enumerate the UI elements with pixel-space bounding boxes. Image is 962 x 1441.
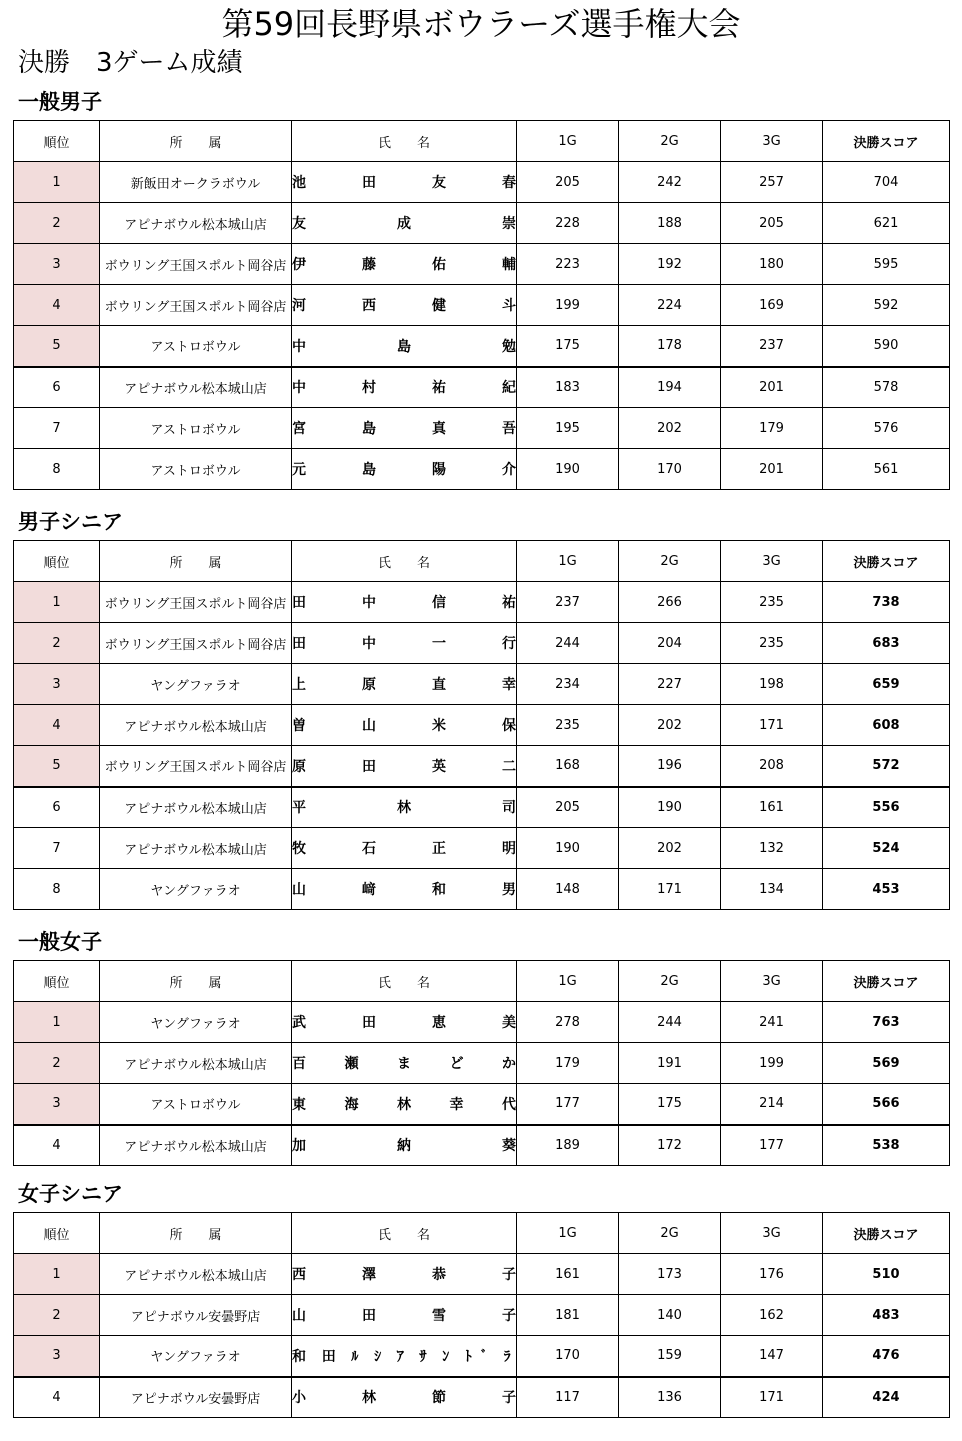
affiliation-cell: ヤングファラオ — [100, 869, 292, 910]
player-name: 山 﨑 和 男 — [292, 882, 516, 898]
game-3-cell: 132 — [721, 828, 823, 869]
affiliation-cell: アストロボウル — [100, 326, 292, 367]
rank-cell: 5 — [14, 746, 100, 787]
player-name: 宮 島 真 吾 — [292, 421, 516, 437]
game-3-cell: 214 — [721, 1084, 823, 1125]
game-1-cell: 168 — [517, 746, 619, 787]
affiliation-cell: ヤングファラオ — [100, 1002, 292, 1043]
game-3-cell: 235 — [721, 582, 823, 623]
final-score-cell: 569 — [823, 1043, 950, 1084]
table-row — [14, 1377, 950, 1418]
affiliation-cell: アピナボウル松本城山店 — [100, 1043, 292, 1084]
section-title: 一般女子 — [18, 930, 102, 954]
header-rank: 順位 — [14, 1213, 100, 1254]
game-2-cell: 136 — [619, 1377, 721, 1418]
table-row — [14, 1295, 950, 1336]
final-score-cell: 595 — [823, 244, 950, 285]
affiliation-cell: アストロボウル — [100, 408, 292, 449]
game-1-cell: 237 — [517, 582, 619, 623]
affiliation-cell: アピナボウル松本城山店 — [100, 203, 292, 244]
header-game-2: 2G — [619, 541, 721, 582]
section-title: 女子シニア — [18, 1182, 123, 1206]
game-3-cell: 237 — [721, 326, 823, 367]
table-row — [14, 408, 950, 449]
name-cell — [292, 326, 517, 367]
game-3-cell: 161 — [721, 787, 823, 828]
affiliation-cell: アピナボウル安曇野店 — [100, 1295, 292, 1336]
rank-cell: 6 — [14, 367, 100, 408]
final-score-cell: 659 — [823, 664, 950, 705]
rank-cell: 2 — [14, 1295, 100, 1336]
header-final-score: 決勝スコア — [823, 1213, 950, 1254]
name-cell — [292, 1125, 517, 1166]
table-row — [14, 869, 950, 910]
header-game-3: 3G — [721, 961, 823, 1002]
header-game-3: 3G — [721, 541, 823, 582]
game-1-cell: 223 — [517, 244, 619, 285]
final-score-cell: 510 — [823, 1254, 950, 1295]
player-name: 曽 山 米 保 — [292, 718, 516, 734]
final-score-cell: 524 — [823, 828, 950, 869]
game-3-cell: 235 — [721, 623, 823, 664]
rank-cell: 1 — [14, 162, 100, 203]
game-2-cell: 204 — [619, 623, 721, 664]
game-2-cell: 202 — [619, 828, 721, 869]
game-1-cell: 175 — [517, 326, 619, 367]
affiliation-cell: アピナボウル松本城山店 — [100, 1125, 292, 1166]
header-game-3: 3G — [721, 1213, 823, 1254]
player-name: 田 中 信 祐 — [292, 595, 516, 611]
final-score-cell: 608 — [823, 705, 950, 746]
game-2-cell: 140 — [619, 1295, 721, 1336]
game-2-cell: 192 — [619, 244, 721, 285]
name-cell — [292, 449, 517, 490]
player-name: 武 田 恵 美 — [292, 1015, 516, 1031]
table-row — [14, 162, 950, 203]
player-name: 東 海 林 幸 代 — [292, 1096, 516, 1113]
game-2-cell: 170 — [619, 449, 721, 490]
rank-cell: 4 — [14, 705, 100, 746]
table-row — [14, 1084, 950, 1125]
header-affiliation: 所 属 — [100, 121, 292, 162]
final-score-cell: 424 — [823, 1377, 950, 1418]
player-name: 伊 藤 佑 輔 — [292, 257, 516, 273]
affiliation-cell: アピナボウル松本城山店 — [100, 828, 292, 869]
header-game-2: 2G — [619, 961, 721, 1002]
game-3-cell: 171 — [721, 1377, 823, 1418]
header-game-3: 3G — [721, 121, 823, 162]
game-1-cell: 190 — [517, 828, 619, 869]
affiliation-cell: アピナボウル松本城山店 — [100, 705, 292, 746]
player-name: 加 納 葵 — [292, 1138, 516, 1155]
game-2-cell: 202 — [619, 705, 721, 746]
final-score-cell: 556 — [823, 787, 950, 828]
game-3-cell: 179 — [721, 408, 823, 449]
rank-cell: 4 — [14, 285, 100, 326]
final-score-cell: 566 — [823, 1084, 950, 1125]
final-score-cell: 572 — [823, 746, 950, 787]
final-score-cell: 590 — [823, 326, 950, 367]
game-2-cell: 171 — [619, 869, 721, 910]
name-cell — [292, 787, 517, 828]
header-game-2: 2G — [619, 1213, 721, 1254]
game-3-cell: 241 — [721, 1002, 823, 1043]
table-row — [14, 285, 950, 326]
affiliation-cell: アピナボウル安曇野店 — [100, 1377, 292, 1418]
rank-cell: 3 — [14, 1336, 100, 1377]
name-cell — [292, 705, 517, 746]
game-3-cell: 147 — [721, 1336, 823, 1377]
game-2-cell: 188 — [619, 203, 721, 244]
final-score-cell: 576 — [823, 408, 950, 449]
player-name: 原 田 英 二 — [292, 758, 516, 775]
game-1-cell: 205 — [517, 787, 619, 828]
affiliation-cell: アピナボウル松本城山店 — [100, 367, 292, 408]
affiliation-cell: ボウリング王国スポルト岡谷店 — [100, 244, 292, 285]
rank-cell: 2 — [14, 1043, 100, 1084]
rank-cell: 4 — [14, 1377, 100, 1418]
game-3-cell: 208 — [721, 746, 823, 787]
game-1-cell: 183 — [517, 367, 619, 408]
header-rank: 順位 — [14, 541, 100, 582]
name-cell — [292, 1254, 517, 1295]
player-name: 山 田 雪 子 — [292, 1308, 516, 1324]
rank-cell: 7 — [14, 408, 100, 449]
rank-cell: 2 — [14, 623, 100, 664]
game-2-cell: 196 — [619, 746, 721, 787]
affiliation-cell: ボウリング王国スポルト岡谷店 — [100, 582, 292, 623]
name-cell — [292, 1377, 517, 1418]
game-1-cell: 199 — [517, 285, 619, 326]
header-game-1: 1G — [517, 961, 619, 1002]
game-1-cell: 190 — [517, 449, 619, 490]
game-1-cell: 235 — [517, 705, 619, 746]
game-1-cell: 170 — [517, 1336, 619, 1377]
game-1-cell: 161 — [517, 1254, 619, 1295]
header-game-1: 1G — [517, 541, 619, 582]
table-header-row — [14, 541, 950, 582]
player-name: 中 島 勉 — [292, 338, 516, 355]
final-score-cell: 453 — [823, 869, 950, 910]
game-2-cell: 172 — [619, 1125, 721, 1166]
game-3-cell: 177 — [721, 1125, 823, 1166]
game-3-cell: 180 — [721, 244, 823, 285]
player-name: 牧 石 正 明 — [292, 841, 516, 857]
rank-cell: 1 — [14, 1254, 100, 1295]
table-row — [14, 367, 950, 408]
name-cell — [292, 1002, 517, 1043]
header-final-score: 決勝スコア — [823, 121, 950, 162]
affiliation-cell: アピナボウル松本城山店 — [100, 787, 292, 828]
table-header-row — [14, 961, 950, 1002]
affiliation-cell: アストロボウル — [100, 449, 292, 490]
header-name: 氏 名 — [292, 961, 517, 1002]
affiliation-cell: ヤングファラオ — [100, 1336, 292, 1377]
player-name: 平 林 司 — [292, 800, 516, 817]
game-1-cell: 234 — [517, 664, 619, 705]
player-name: 小 林 節 子 — [292, 1390, 516, 1407]
game-1-cell: 181 — [517, 1295, 619, 1336]
game-2-cell: 202 — [619, 408, 721, 449]
final-score-cell: 763 — [823, 1002, 950, 1043]
game-3-cell: 257 — [721, 162, 823, 203]
game-1-cell: 148 — [517, 869, 619, 910]
header-game-1: 1G — [517, 121, 619, 162]
table-row — [14, 244, 950, 285]
table-row — [14, 1043, 950, 1084]
final-score-cell: 538 — [823, 1125, 950, 1166]
name-cell — [292, 1336, 517, 1377]
header-game-2: 2G — [619, 121, 721, 162]
name-cell — [292, 1084, 517, 1125]
rank-cell: 7 — [14, 828, 100, 869]
name-cell — [292, 664, 517, 705]
game-2-cell: 242 — [619, 162, 721, 203]
player-name: 中 村 祐 紀 — [292, 380, 516, 397]
game-2-cell: 224 — [619, 285, 721, 326]
table-row — [14, 1002, 950, 1043]
rank-cell: 8 — [14, 869, 100, 910]
rank-cell: 3 — [14, 664, 100, 705]
game-3-cell: 205 — [721, 203, 823, 244]
player-name: 百 瀬 ま ど か — [292, 1056, 516, 1072]
final-score-cell: 476 — [823, 1336, 950, 1377]
header-name: 氏 名 — [292, 541, 517, 582]
final-score-cell: 592 — [823, 285, 950, 326]
name-cell — [292, 1295, 517, 1336]
game-2-cell: 244 — [619, 1002, 721, 1043]
table-row — [14, 1254, 950, 1295]
game-2-cell: 175 — [619, 1084, 721, 1125]
rank-cell: 1 — [14, 1002, 100, 1043]
game-1-cell: 244 — [517, 623, 619, 664]
header-final-score: 決勝スコア — [823, 541, 950, 582]
results-table — [13, 120, 950, 490]
final-score-cell: 683 — [823, 623, 950, 664]
name-cell — [292, 285, 517, 326]
player-name: 池 田 友 春 — [292, 175, 516, 191]
table-row — [14, 1336, 950, 1377]
game-1-cell: 205 — [517, 162, 619, 203]
game-1-cell: 195 — [517, 408, 619, 449]
table-header-row — [14, 1213, 950, 1254]
header-rank: 順位 — [14, 121, 100, 162]
player-name: 上 原 直 幸 — [292, 677, 516, 693]
table-row — [14, 828, 950, 869]
rank-cell: 6 — [14, 787, 100, 828]
game-1-cell: 117 — [517, 1377, 619, 1418]
name-cell — [292, 828, 517, 869]
player-name: 和 田 ﾙ ｼ ｱ ｻ ﾝ ﾄ ﾞ ﾗ — [292, 1348, 516, 1365]
name-cell — [292, 244, 517, 285]
game-3-cell: 176 — [721, 1254, 823, 1295]
table-row — [14, 326, 950, 367]
game-2-cell: 190 — [619, 787, 721, 828]
page-title: 第59回長野県ボウラーズ選手権大会 — [221, 5, 741, 43]
page-subtitle: 決勝 3ゲーム成績 — [18, 48, 243, 78]
name-cell — [292, 162, 517, 203]
name-cell — [292, 869, 517, 910]
rank-cell: 8 — [14, 449, 100, 490]
game-2-cell: 227 — [619, 664, 721, 705]
section-title: 一般男子 — [18, 90, 102, 114]
table-row — [14, 582, 950, 623]
rank-cell: 4 — [14, 1125, 100, 1166]
name-cell — [292, 203, 517, 244]
game-1-cell: 228 — [517, 203, 619, 244]
player-name: 西 澤 恭 子 — [292, 1267, 516, 1283]
game-3-cell: 201 — [721, 449, 823, 490]
game-2-cell: 191 — [619, 1043, 721, 1084]
table-header-row — [14, 121, 950, 162]
results-table — [13, 540, 950, 910]
game-3-cell: 134 — [721, 869, 823, 910]
final-score-cell: 738 — [823, 582, 950, 623]
rank-cell: 1 — [14, 582, 100, 623]
header-affiliation: 所 属 — [100, 1213, 292, 1254]
game-3-cell: 198 — [721, 664, 823, 705]
table-row — [14, 746, 950, 787]
table-row — [14, 449, 950, 490]
rank-cell: 5 — [14, 326, 100, 367]
table-row — [14, 623, 950, 664]
section-title: 男子シニア — [18, 510, 123, 534]
game-1-cell: 179 — [517, 1043, 619, 1084]
player-name: 友 成 崇 — [292, 216, 516, 232]
final-score-cell: 578 — [823, 367, 950, 408]
final-score-cell: 561 — [823, 449, 950, 490]
affiliation-cell: アストロボウル — [100, 1084, 292, 1125]
name-cell — [292, 746, 517, 787]
game-2-cell: 178 — [619, 326, 721, 367]
header-rank: 順位 — [14, 961, 100, 1002]
table-row — [14, 787, 950, 828]
player-name: 元 島 陽 介 — [292, 462, 516, 478]
name-cell — [292, 623, 517, 664]
affiliation-cell: ボウリング王国スポルト岡谷店 — [100, 623, 292, 664]
player-name: 田 中 一 行 — [292, 636, 516, 652]
header-name: 氏 名 — [292, 121, 517, 162]
table-row — [14, 1125, 950, 1166]
name-cell — [292, 1043, 517, 1084]
affiliation-cell: 新飯田オークラボウル — [100, 162, 292, 203]
rank-cell: 2 — [14, 203, 100, 244]
game-2-cell: 266 — [619, 582, 721, 623]
affiliation-cell: ボウリング王国スポルト岡谷店 — [100, 285, 292, 326]
game-2-cell: 159 — [619, 1336, 721, 1377]
game-3-cell: 201 — [721, 367, 823, 408]
affiliation-cell: アピナボウル松本城山店 — [100, 1254, 292, 1295]
final-score-cell: 704 — [823, 162, 950, 203]
player-name: 河 西 健 斗 — [292, 298, 516, 314]
name-cell — [292, 582, 517, 623]
header-affiliation: 所 属 — [100, 961, 292, 1002]
game-3-cell: 162 — [721, 1295, 823, 1336]
affiliation-cell: ボウリング王国スポルト岡谷店 — [100, 746, 292, 787]
header-affiliation: 所 属 — [100, 541, 292, 582]
header-name: 氏 名 — [292, 1213, 517, 1254]
table-row — [14, 664, 950, 705]
final-score-cell: 621 — [823, 203, 950, 244]
game-3-cell: 171 — [721, 705, 823, 746]
header-final-score: 決勝スコア — [823, 961, 950, 1002]
game-3-cell: 199 — [721, 1043, 823, 1084]
header-game-1: 1G — [517, 1213, 619, 1254]
rank-cell: 3 — [14, 244, 100, 285]
game-2-cell: 173 — [619, 1254, 721, 1295]
table-row — [14, 705, 950, 746]
affiliation-cell: ヤングファラオ — [100, 664, 292, 705]
game-3-cell: 169 — [721, 285, 823, 326]
game-1-cell: 278 — [517, 1002, 619, 1043]
rank-cell: 3 — [14, 1084, 100, 1125]
results-table — [13, 960, 950, 1166]
game-1-cell: 189 — [517, 1125, 619, 1166]
name-cell — [292, 367, 517, 408]
final-score-cell: 483 — [823, 1295, 950, 1336]
game-1-cell: 177 — [517, 1084, 619, 1125]
game-2-cell: 194 — [619, 367, 721, 408]
table-row — [14, 203, 950, 244]
results-table — [13, 1212, 950, 1418]
name-cell — [292, 408, 517, 449]
